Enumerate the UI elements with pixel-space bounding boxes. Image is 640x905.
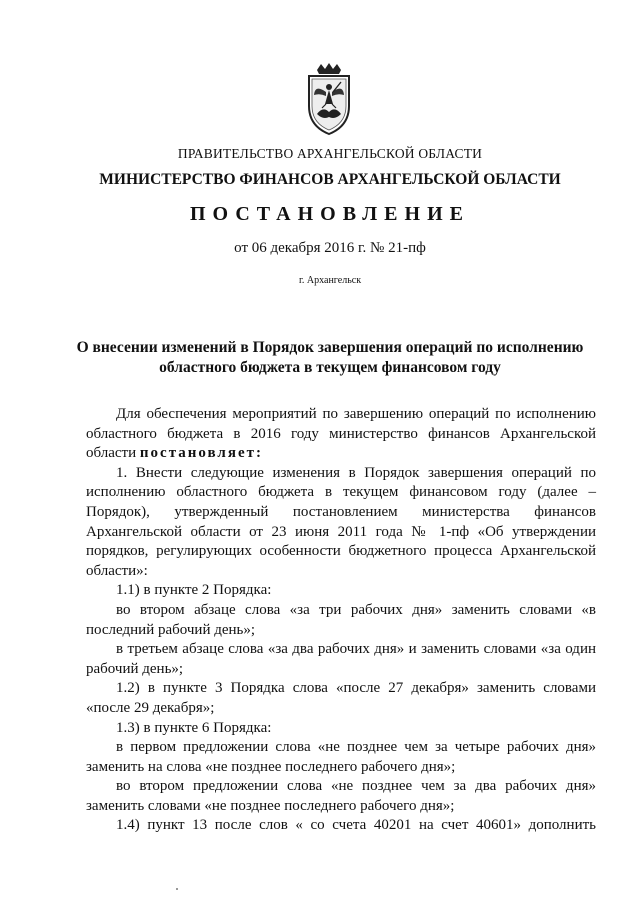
title-line-1: О внесении изменений в Порядок завершения операций по исполнению bbox=[76, 339, 584, 356]
document-body bbox=[86, 405, 596, 836]
document-title bbox=[60, 338, 600, 378]
paragraph-item-1-1-b: в третьем абзаце слова «за два рабочих дня» и заменить словами «за один рабочий день»; bbox=[86, 641, 596, 677]
document-type: ПОСТАНОВЛЕНИЕ bbox=[190, 203, 470, 225]
paragraph-item-1-1-a: во втором абзаце слова «за три рабочих дня» заменить словами «в последний рабочий день»; bbox=[86, 601, 596, 638]
city-name: г. Архангельск bbox=[298, 275, 362, 286]
paragraph-item-1-2: 1.2) в пункте 3 Порядка слова «после 27 декабря» заменить словами «после 29 декабря»; bbox=[86, 680, 596, 716]
paragraph-item-1-3-b: во втором предложении слова «не позднее чем за два рабочих дня» заменить словами «не позднее последнего рабочего дня»; bbox=[86, 778, 596, 814]
decree-word: постановляет: bbox=[139, 445, 263, 462]
paragraph-item-1-1: 1.1) в пункте 2 Порядка: bbox=[116, 582, 272, 599]
paragraph-item-1-4: 1.4) пункт 13 после слов « со счета 40201 на счет 40601» дополнить bbox=[116, 817, 596, 834]
paragraph-item-1-3-a: в первом предложении слова «не позднее чем за четыре рабочих дня» заменить на слова «не позднее последнего рабочего дня»; bbox=[86, 739, 596, 775]
ministry-name: МИНИСТЕРСТВО ФИНАНСОВ АРХАНГЕЛЬСКОЙ ОБЛАСТИ bbox=[99, 171, 561, 188]
scan-speck bbox=[176, 888, 178, 890]
intro-paragraph bbox=[86, 405, 596, 464]
paragraph-item-1: 1. Внести следующие изменения в Порядок завершения операций по исполнению областного бюджета в текущем финансовом году (далее – Порядок), утвержденный постановлением министерства финансов Архангельской области от 23 июня 2011 года № 1-пф «Об утверждении порядков, регулирующих особенности бюджетного процесса Архангельской области»: bbox=[86, 464, 596, 579]
coat-of-arms-icon bbox=[295, 62, 363, 138]
title-line-2: областного бюджета в текущем финансовом году bbox=[159, 359, 501, 376]
intro-text: Для обеспечения мероприятий по завершению операций по исполнению областного бюджета в 2016 году министерство финансов Архангельской области bbox=[86, 406, 596, 462]
date-and-number: от 06 декабря 2016 г. № 21-пф bbox=[234, 240, 426, 256]
government-name: ПРАВИТЕЛЬСТВО АРХАНГЕЛЬСКОЙ ОБЛАСТИ bbox=[177, 146, 483, 161]
paragraph-item-1-3: 1.3) в пункте 6 Порядка: bbox=[116, 719, 272, 736]
